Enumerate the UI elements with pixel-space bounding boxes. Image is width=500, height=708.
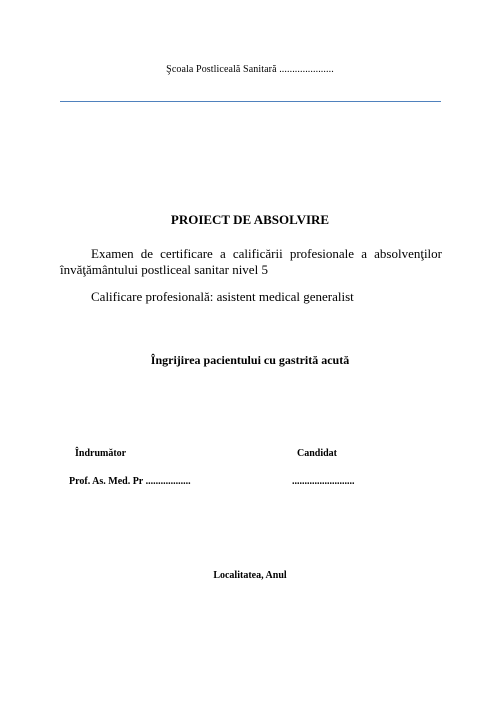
coordinator-label: Îndrumător — [75, 448, 127, 459]
project-title: PROIECT DE ABSOLVIRE — [170, 212, 330, 227]
project-topic: Îngrijirea pacientului cu gastrită acută — [150, 353, 350, 367]
school-name: Şcoala Postliceală Sanitară ..................... — [166, 64, 334, 75]
coordinator-name: Prof. As. Med. Pr .................. — [69, 476, 191, 487]
candidate-label: Candidat — [297, 448, 338, 459]
header-divider — [60, 101, 441, 102]
qualification-line: Calificare profesională: asistent medical generalist — [91, 289, 354, 304]
candidate-name: ......................... — [292, 476, 355, 487]
exam-description: Examen de certificare a calificării profesionale a absolvenţilor învăţământului postliceal sanitar nivel 5 — [60, 246, 442, 277]
location-year: Localitatea, Anul — [213, 570, 287, 581]
